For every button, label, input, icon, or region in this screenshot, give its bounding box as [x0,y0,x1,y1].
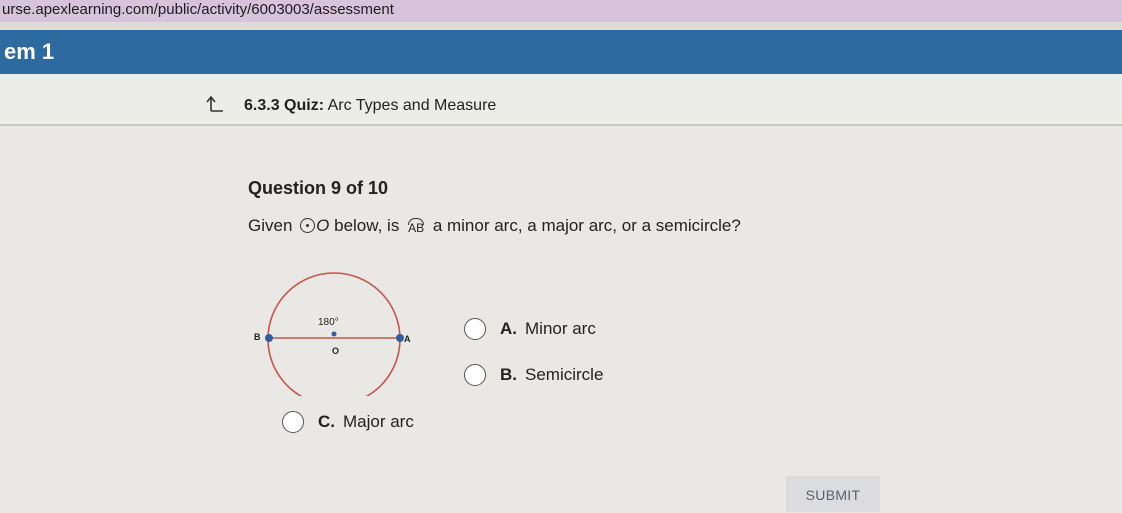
choice-text: Major arc [343,412,414,431]
back-arrow-icon[interactable] [206,94,224,112]
point-a-label: A [404,334,411,344]
choice-letter: B. [500,365,517,384]
choice-letter: C. [318,412,335,431]
quiz-name: Arc Types and Measure [327,97,497,114]
point-b-label: B [254,332,261,342]
url-text: urse.apexlearning.com/public/activity/6003003/assessment [2,1,394,18]
quiz-kind: Quiz: [284,97,325,114]
browser-separator [0,22,1122,30]
circle-symbol-icon [300,218,315,233]
choice-b[interactable] [464,364,603,386]
center-label: O [332,346,340,356]
radio-button[interactable] [464,364,486,386]
choice-c[interactable] [282,411,414,433]
question-text [248,216,741,236]
point-a-dot [396,334,404,342]
app-header [0,30,1122,74]
question-header: Question 9 of 10 [248,178,389,198]
quiz-bar [0,74,1122,126]
radio-button[interactable] [282,411,304,433]
header-title: em 1 [4,39,55,64]
question-text-mid: below, is [334,216,400,235]
submit-button[interactable]: SUBMIT [786,476,880,512]
angle-label: 180° [318,317,339,328]
address-bar[interactable] [0,0,1122,22]
arc-notation: AB [408,218,424,235]
question-text-before: Given [248,216,293,235]
circle-diagram [250,270,420,396]
choice-letter: A. [500,319,517,338]
center-dot [332,332,337,337]
choice-a[interactable] [464,318,596,340]
question-text-after: a minor arc, a major arc, or a semicircle? [432,216,741,235]
choice-text: Semicircle [525,365,604,384]
point-b-dot [265,334,273,342]
quiz-title [244,96,496,116]
choice-text: Minor arc [525,319,596,338]
radio-button[interactable] [464,318,486,340]
circle-variable: O [316,216,330,235]
quiz-code: 6.3.3 [244,97,280,114]
